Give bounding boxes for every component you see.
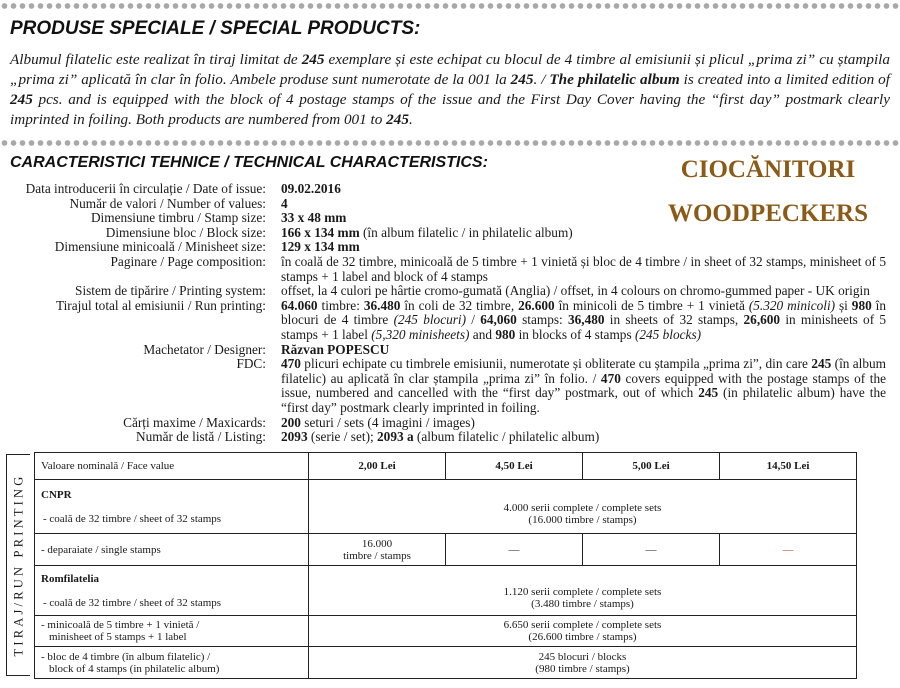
tech-row-value: Răzvan POPESCU	[281, 341, 390, 357]
tech-row-label: Tirajul total al emisiunii / Run printing:	[55, 297, 266, 313]
cnpr-label: CNPR	[41, 488, 72, 501]
tech-row-label: Dimensiune bloc / Block size:	[105, 224, 266, 240]
top-dotted-rule	[0, 2, 900, 10]
single-dash-14-50: —	[720, 534, 857, 566]
minisheet-label-ro: - minicoală de 5 timbre + 1 vinietă /	[41, 619, 200, 631]
title-english: WOODPECKERS	[667, 200, 869, 227]
value-4-50: 4,50 Lei	[446, 453, 583, 480]
middle-dotted-rule	[0, 139, 900, 147]
tech-row	[0, 284, 900, 299]
tech-row-value: 4	[281, 195, 288, 211]
title-romanian: CIOCĂNITORI	[680, 156, 856, 183]
romfilatelia-sheet-sets: 1.120 serii complete / complete sets	[503, 585, 662, 598]
tech-row	[0, 416, 900, 431]
tech-row-label: Machetator / Designer:	[143, 341, 266, 357]
tech-row-label: Număr de valori / Number of values:	[69, 195, 266, 211]
tech-row	[0, 357, 900, 415]
special-products-heading: PRODUSE SPECIALE / SPECIAL PRODUCTS:	[10, 18, 421, 39]
technical-list	[0, 182, 900, 445]
block-label-en: block of 4 stamps (in philatelic album)	[49, 662, 220, 675]
romfilatelia-sheet-value	[309, 566, 857, 616]
technical-heading: CARACTERISTICI TEHNICE / TECHNICAL CHARACTERISTICS:	[10, 154, 488, 171]
tech-row-label: FDC:	[236, 356, 266, 372]
romfilatelia-label: Romfilatelia	[41, 572, 100, 585]
tech-row	[0, 299, 900, 343]
block-label-ro: - bloc de 4 timbre (în album filatelic) /	[41, 650, 211, 663]
single-stamps-value	[309, 534, 446, 566]
tech-row-value: în coală de 32 timbre, minicoală de 5 timbre + 1 vinietă și bloc de 4 timbre / in sheet of 32 stamps, minisheet of 5 stamps + 1 label and block of 4 stamps	[281, 253, 886, 284]
tech-row-value: 33 x 48 mm	[281, 210, 347, 226]
tech-row	[0, 430, 900, 445]
value-5-00: 5,00 Lei	[583, 453, 720, 480]
tech-row-label: Sistem de tipărire / Printing system:	[75, 283, 266, 299]
block-count: 245 blocuri / blocks	[538, 650, 627, 663]
cnpr-sheet-label: - coală de 32 timbre / sheet of 32 stamps	[43, 512, 222, 525]
tech-row	[0, 240, 900, 255]
tech-row	[0, 197, 900, 212]
minisheet-stamps: (26.600 timbre / stamps)	[528, 631, 637, 643]
single-stamps-count: 16.000	[361, 537, 393, 550]
single-dash-5-00: —	[583, 534, 720, 566]
cnpr-sheet-label-cell	[35, 480, 309, 534]
minisheet-label	[35, 616, 309, 647]
value-14-50: 14,50 Lei	[720, 453, 857, 480]
cnpr-sheet-row	[35, 480, 857, 534]
minisheet-row	[35, 616, 857, 647]
block-row	[35, 647, 857, 679]
tech-row-label: Dimensiune minicoală / Minisheet size:	[54, 239, 266, 255]
tech-row	[0, 343, 900, 358]
block-label	[35, 647, 309, 679]
tech-row-value: 64.060 timbre: 36.480 în coli de 32 timbre, 26.600 în minicoli de 5 timbre + 1 vinietă (5.320 minicoli) și 980 în blocuri de 4 timbre (245 blocuri) / 64,060 stamps: 36,480 in sheets of 32 stamps, 26,600 in minisheets of 5 stamps + 1 label (5,320 minisheets) and 980 in blocks of 4 stamps (245 blocks)	[281, 297, 887, 342]
single-stamps-row	[35, 534, 857, 566]
tech-row	[0, 182, 900, 197]
tech-row-value: 09.02.2016	[281, 181, 341, 196]
romfilatelia-sheet-row	[35, 566, 857, 616]
face-value-row	[35, 453, 857, 480]
block-value	[309, 647, 857, 679]
tech-row-label: Dimensiune timbru / Stamp size:	[90, 210, 266, 226]
romfilatelia-sheet-label-cell	[35, 566, 309, 616]
run-printing-side-label: TIRAJ/RUN PRINTING	[6, 454, 30, 676]
romfilatelia-sheet-stamps: (3.480 timbre / stamps)	[531, 597, 634, 610]
block-stamps: (980 timbre / stamps)	[535, 662, 630, 675]
run-printing-table	[34, 452, 857, 679]
tech-row-label: Data introducerii în circulație / Date of issue:	[25, 181, 266, 196]
tech-row	[0, 255, 900, 284]
cnpr-sheet-sets: 4.000 serii complete / complete sets	[503, 501, 662, 514]
tech-row	[0, 226, 900, 241]
cnpr-sheet-stamps: (16.000 timbre / stamps)	[528, 513, 637, 526]
tech-row-label: Număr de listă / Listing:	[136, 429, 266, 445]
tech-row-value: 166 x 134 mm (în album filatelic / in philatelic album)	[281, 224, 573, 240]
minisheet-label-en: minisheet of 5 stamps + 1 label	[49, 631, 187, 643]
tech-row-value: offset, la 4 culori pe hârtie cromo-gumată (Anglia) / offset, in 4 colours on chromo-gummed paper - UK origin	[281, 283, 870, 299]
romfilatelia-sheet-label: - coală de 32 timbre / sheet of 32 stamps	[43, 596, 222, 609]
tech-row-value: 470 plicuri echipate cu timbrele emisiunii, numerotate și obliterate cu ștampila „prima zi”, din care 245 (în album filatelic) au aplicată în clar ștampila „prima zi” în folio. / 470 covers equipped with the postage stamps of the issue, numbered and cancelled with the “first day” postmark, out of which 245 (in philatelic album) have the “first day” postmark clearly imprinted in foiling.	[281, 356, 887, 415]
face-value-label: Valoare nominală / Face value	[35, 453, 309, 480]
single-dash-4-50: —	[446, 534, 583, 566]
tech-row-value: 129 x 134 mm	[281, 239, 360, 255]
tech-row-label: Paginare / Page composition:	[110, 253, 266, 269]
cnpr-sheet-value	[309, 480, 857, 534]
minisheet-sets: 6.650 serii complete / complete sets	[503, 619, 662, 631]
tech-row-value: 200 seturi / sets (4 imagini / images)	[281, 414, 475, 430]
single-stamps-label: - deparaiate / single stamps	[35, 534, 309, 566]
single-stamps-unit: timbre / stamps	[343, 549, 411, 562]
special-products-intro: Albumul filatelic este realizat în tiraj limitat de 245 exemplare și este echipat cu blocul de 4 timbre al emisiunii și plicul „prima zi” cu ștampila „prima zi” aplicată în clar în folio. Ambele produse sunt numerotate de la 001 la 245. / The philatelic album is created into a limited edition of 245 pcs. and is equipped with the block of 4 postage stamps of the issue and the First Day Cover having the “first day” postmark clearly imprinted in foiling. Both products are numbered from 001 to 245.	[10, 51, 890, 128]
tech-row-value: 2093 (serie / set); 2093 a (album filatelic / philatelic album)	[281, 429, 600, 445]
value-2-00: 2,00 Lei	[309, 453, 446, 480]
minisheet-value	[309, 616, 857, 647]
tech-row	[0, 211, 900, 226]
tech-row-label: Cărți maxime / Maxicards:	[123, 414, 266, 430]
